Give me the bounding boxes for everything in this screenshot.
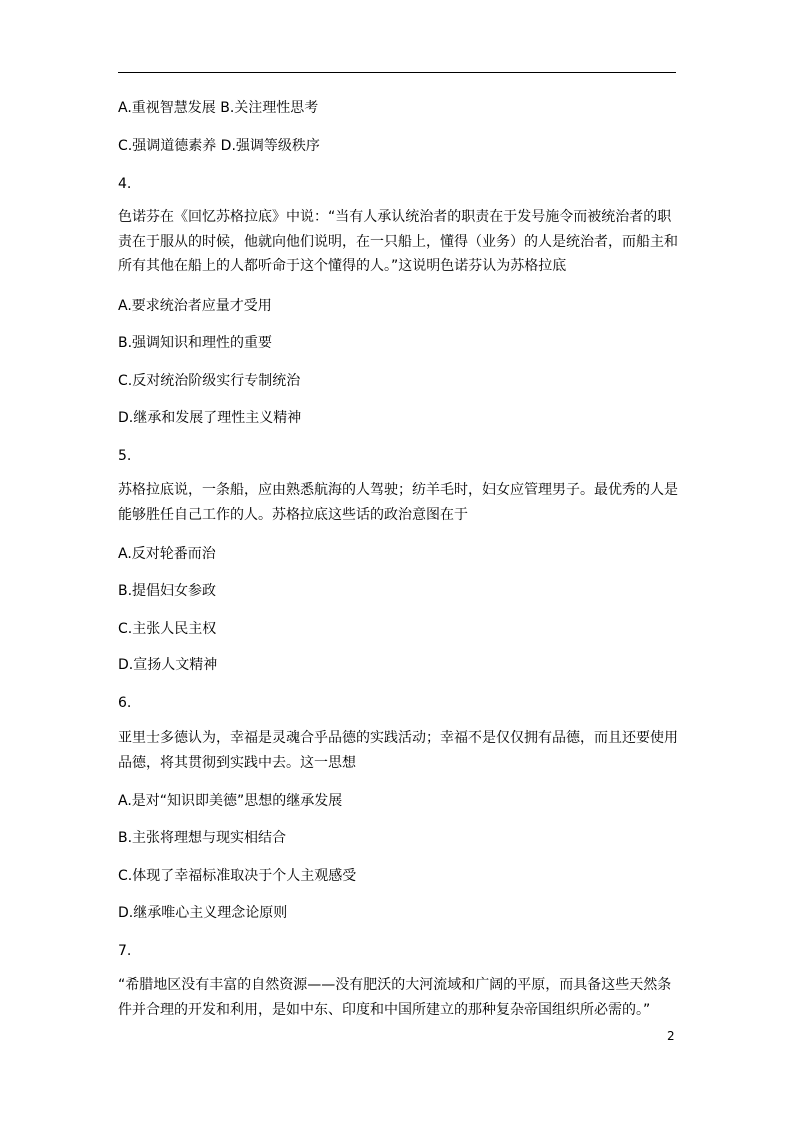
q5-number: 5. bbox=[118, 448, 132, 464]
q3-options-line2: C.强调道德素养 D.强调等级秩序 bbox=[118, 138, 320, 154]
q4-number: 4. bbox=[118, 176, 132, 192]
q5-option-c: C.主张人民主权 bbox=[118, 621, 217, 637]
header-rule bbox=[118, 72, 676, 73]
q6-option-d: D.继承唯心主义理念论原则 bbox=[118, 905, 288, 921]
q4-option-d: D.继承和发展了理性主义精神 bbox=[118, 410, 302, 426]
page-number: 2 bbox=[667, 1029, 675, 1043]
q3-options-line1: A.重视智慧发展 B.关注理性思考 bbox=[118, 100, 319, 116]
q4-stem: 色诺芬在《回忆苏格拉底》中说：“当有人承认统治者的职责在于发号施令而被统治者的职责在于服从的时候，他就向他们说明，在一只船上，懂得（业务）的人是统治者，而船主和所有其他在船上的人都听命于这个懂得的人。”这说明色诺芬认为苏格拉底 bbox=[118, 209, 678, 274]
q6-option-b: B.主张将理想与现实相结合 bbox=[118, 830, 287, 846]
q6-number: 6. bbox=[118, 695, 132, 711]
q6-option-c: C.体现了幸福标准取决于个人主观感受 bbox=[118, 868, 357, 884]
q6-option-a: A.是对“知识即美德”思想的继承发展 bbox=[118, 793, 343, 809]
q7-stem: “希腊地区没有丰富的自然资源——没有肥沃的大河流域和广阔的平原，而具备这些天然条件并合理的开发和利用，是如中东、印度和中国所建立的那种复杂帝国组织所必需的。” bbox=[118, 977, 672, 1018]
q7-number: 7. bbox=[118, 943, 132, 959]
q6-stem: 亚里士多德认为，幸福是灵魂合乎品德的实践活动；幸福不是仅仅拥有品德，而且还要使用品德，将其贯彻到实践中去。这一思想 bbox=[118, 730, 678, 771]
q4-option-b: B.强调知识和理性的重要 bbox=[118, 335, 273, 351]
q5-option-d: D.宣扬人文精神 bbox=[118, 657, 218, 673]
q5-option-b: B.提倡妇女参政 bbox=[118, 583, 217, 599]
q4-option-c: C.反对统治阶级实行专制统治 bbox=[118, 373, 301, 389]
q5-option-a: A.反对轮番而治 bbox=[118, 546, 216, 562]
q4-option-a: A.要求统治者应量才受用 bbox=[118, 298, 272, 314]
q5-stem: 苏格拉底说，一条船，应由熟悉航海的人驾驶；纺羊毛时，妇女应管理男子。最优秀的人是能够胜任自己工作的人。苏格拉底这些话的政治意图在于 bbox=[118, 482, 678, 523]
